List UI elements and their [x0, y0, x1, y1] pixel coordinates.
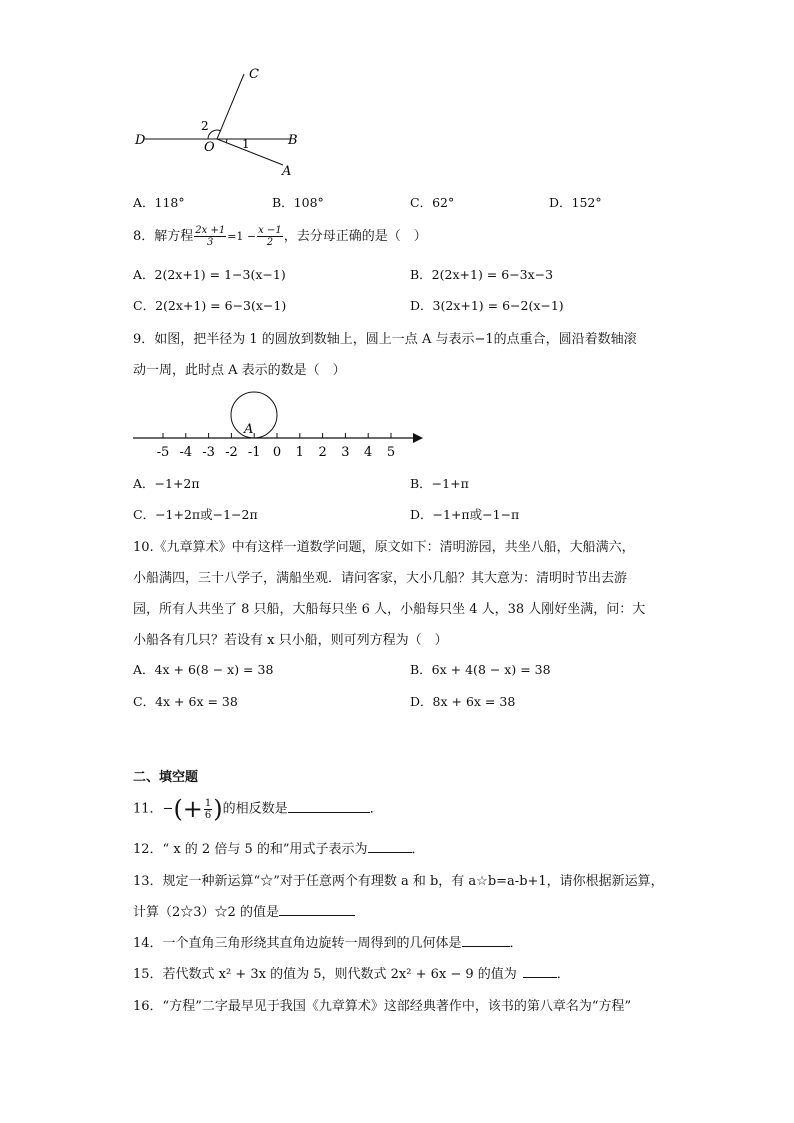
q10-option-a[interactable]: A．4x + 6(8 − x) = 38 — [133, 662, 274, 677]
circle-point-a-label: A — [244, 422, 254, 437]
label-o: O — [204, 140, 215, 155]
q8-option-b[interactable]: B．2(2x+1) = 6−3x−3 — [410, 267, 554, 282]
q15-stem — [133, 963, 570, 982]
q11-answer-blank[interactable] — [288, 800, 370, 813]
q13-line-2-wrap — [133, 901, 355, 920]
number-line-tick-label: 4 — [364, 445, 373, 460]
number-line-tick-label: -5 — [156, 445, 170, 460]
ray-oc — [217, 74, 244, 139]
q9-option-b[interactable]: B．−1+π — [410, 476, 469, 491]
q8-fraction-1 — [194, 225, 226, 248]
q9-option-a[interactable]: A．−1+2π — [133, 476, 200, 491]
q10-line-4: 小船各有几只？若设有 x 只小船，则可列方程为（ ） — [133, 633, 448, 648]
number-line-tick-label: 3 — [341, 445, 350, 460]
q10-option-d[interactable]: D．8x + 6x = 38 — [410, 694, 516, 709]
q15-text: 15．若代数式 x² + 3x 的值为 5，则代数式 2x² + 6x − 9 的值为 — [133, 967, 517, 982]
q8-stem — [133, 223, 427, 251]
q11-stem — [133, 793, 383, 826]
q12-text: 12．“ x 的 2 倍与 5 的和”用式子表示为 — [133, 842, 368, 857]
q13-line-2: 计算（2☆3）☆2 的值是 — [133, 905, 279, 920]
q10-option-b[interactable]: B．6x + 4(8 − x) = 38 — [410, 662, 551, 677]
q8-frac2-den: 2 — [266, 237, 274, 248]
number-line-tick-label: 0 — [272, 445, 282, 460]
q8-frac2-num: x −1 — [258, 225, 282, 236]
q12-answer-blank[interactable] — [368, 840, 412, 853]
q8-option-d[interactable]: D．3(2x+1) = 6−2(x−1) — [410, 298, 564, 313]
angle-figure — [125, 60, 335, 185]
number-line-tick-label: -4 — [179, 445, 193, 460]
label-a: A — [282, 164, 292, 179]
q14-end: ． — [509, 936, 523, 951]
q16-text: 16．“方程”二字最早见于我国《九章算术》这部经典著作中，该书的第八章名为“方程” — [133, 999, 632, 1014]
section-title-fill-blank: 二、填空题 — [133, 770, 199, 785]
q10-line-1: 10.《九章算术》中有这样一道数学问题，原文如下：清明游园，共坐八船，大船满六， — [133, 540, 635, 555]
tick-group — [157, 433, 395, 460]
q11-prefix: 11．− — [133, 801, 174, 817]
q9-line-1: 9．如图，把半径为 1 的圆放到数轴上，圆上一点 A 与表示−1的点重合，圆沿着数轴滚 — [133, 332, 637, 347]
q7-option-c[interactable]: C．62° — [410, 195, 455, 210]
label-b: B — [288, 133, 298, 148]
number-line-tick-label: 2 — [318, 445, 327, 460]
q11-end: ． — [369, 801, 383, 817]
q10-option-c[interactable]: C．4x + 6x = 38 — [133, 694, 238, 709]
q15-end: ． — [556, 967, 570, 982]
q7-option-a[interactable]: A．118° — [133, 195, 185, 210]
q13-line-1: 13．规定一种新运算“☆”对于任意两个有理数 a 和 b，有 a☆b=a-b+1，请你根据新运算， — [133, 874, 664, 889]
q14-stem — [133, 932, 523, 951]
q14-text: 14．一个直角三角形绕其直角边旋转一周得到的几何体是 — [133, 936, 462, 951]
q8-mid: =1 − — [227, 230, 257, 243]
q8-frac1-num: 2x +1 — [195, 225, 226, 236]
q11-frac-num: 1 — [204, 797, 212, 809]
q8-option-a[interactable]: A．2(2x+1) = 1−3(x−1) — [133, 267, 286, 282]
q7-option-d[interactable]: D．152° — [549, 195, 602, 210]
q7-option-b[interactable]: B．108° — [272, 195, 324, 210]
q8-prefix: 8．解方程 — [133, 229, 194, 244]
q11-close-paren: ) — [213, 795, 223, 823]
q8-frac1-den: 3 — [207, 237, 214, 248]
q9-line-2: 动一周，此时点 A 表示的数是（ ） — [133, 363, 346, 378]
q10-line-2: 小船满四，三十八学子，满船坐观．请问客家，大小几船？其大意为：清明时节出去游 — [133, 571, 628, 586]
label-angle-1: 1 — [242, 137, 250, 151]
rolling-circle — [231, 392, 277, 438]
q14-answer-blank[interactable] — [462, 934, 510, 947]
number-line-tick-label: -2 — [225, 445, 238, 460]
q12-end: ． — [411, 842, 425, 857]
q12-stem — [133, 838, 425, 857]
number-line-figure — [128, 388, 428, 463]
q15-answer-blank[interactable] — [523, 965, 557, 978]
q11-fraction — [204, 798, 212, 821]
label-angle-2: 2 — [201, 119, 209, 133]
axis-arrow-icon — [413, 433, 423, 443]
q8-fraction-2 — [257, 225, 283, 248]
q11-frac-den: 6 — [204, 809, 212, 821]
q11-open-paren: (+ — [173, 795, 203, 823]
q8-suffix: ，去分母正确的是（ ） — [283, 229, 427, 244]
q8-option-c[interactable]: C．2(2x+1) = 6−3(x−1) — [133, 298, 287, 313]
q9-option-d[interactable]: D．−1+π或−1−π — [410, 507, 520, 522]
ray-oa — [217, 139, 283, 165]
number-line-tick-label: -3 — [202, 445, 215, 460]
number-line-tick-label: 1 — [295, 445, 304, 460]
q9-option-c[interactable]: C．−1+2π或−1−2π — [133, 507, 258, 522]
number-line-tick-label: 5 — [386, 445, 396, 460]
number-line-tick-label: -1 — [247, 445, 261, 460]
label-c: C — [249, 67, 259, 82]
q13-answer-blank[interactable] — [279, 903, 355, 916]
q11-suffix: 的相反数是 — [222, 801, 288, 817]
label-d: D — [135, 133, 146, 148]
q10-line-3: 园，所有人共坐了 8 只船，大船每只坐 6 人，小船每只坐 4 人，38 人刚好坐满，问：大 — [133, 602, 646, 617]
